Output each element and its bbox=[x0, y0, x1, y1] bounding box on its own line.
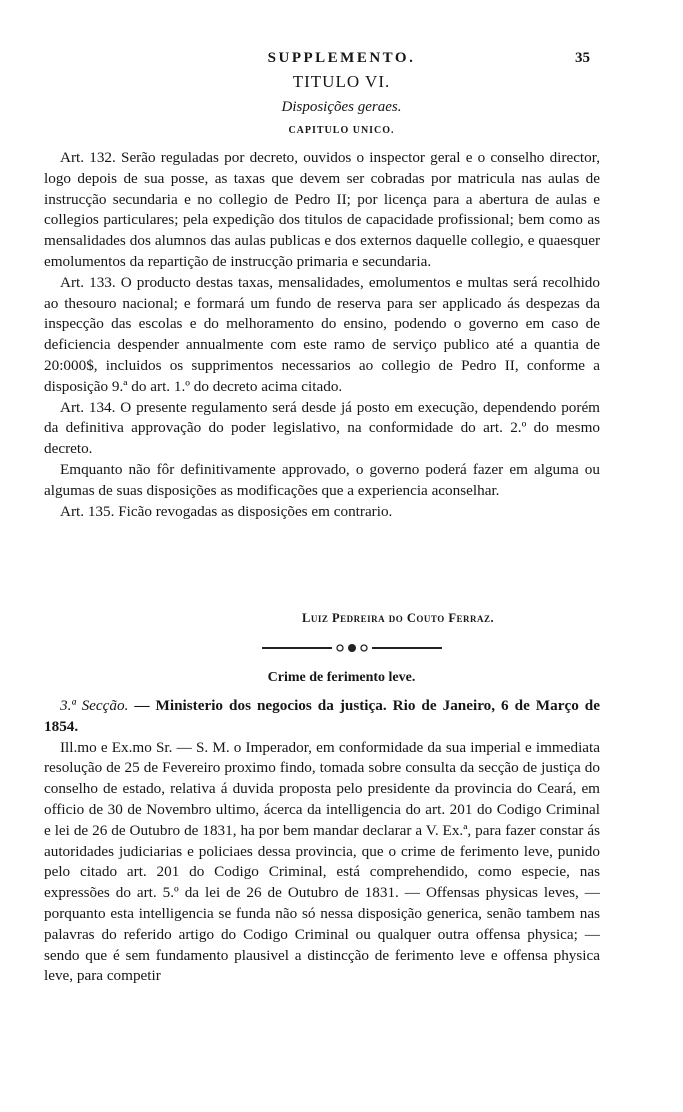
capitulo-heading: CAPITULO UNICO. bbox=[288, 125, 395, 136]
article-134: Art. 134. O presente regulamento será desde já posto em execução, dependendo porém da definitiva approvação do poder legislativo, na conformidade do art. 2.º do mesmo decreto. bbox=[44, 398, 600, 458]
disposicoes-heading: Disposições geraes. bbox=[281, 99, 402, 115]
signature: Luiz Pedreira do Couto Ferraz. bbox=[302, 611, 495, 625]
running-title: SUPPLEMENTO. bbox=[267, 50, 416, 66]
article-133: Art. 133. O producto destas taxas, mensalidades, emolumentos e multas será recolhido ao thesouro nacional; e formará um fundo de reserva para ser applicado ás despezas da inspecção das escolas e do melhoramento do ensino, podendo o governo em caso de deficiencia despender annualmente com este ramo de serviço publico até a quantia de 20:000$, incluidos os supprimentos necessarios ao collegio de Pedro II, conforme a disposição 9.ª do art. 1.º do decreto acima citado. bbox=[44, 273, 600, 395]
secao-line bbox=[44, 696, 600, 738]
ornament-divider bbox=[262, 642, 442, 654]
crime-title: Crime de ferimento leve. bbox=[267, 670, 416, 685]
ministry-letter bbox=[44, 696, 600, 987]
article-134-continuation: Emquanto não fôr definitivamente approvado, o governo poderá fazer em alguma ou algumas de suas disposições as modificações que a experiencia aconselhar. bbox=[44, 460, 600, 499]
letter-body: Ill.mo e Ex.mo Sr. — S. M. o Imperador, em conformidade da sua imperial e immediata resolução de 25 de Fevereiro proximo findo, tomada sobre consulta da secção de justiça do conselho de estado, relativa á duvida proposta pelo presidente da provincia do Ceará, em officio de 30 de Novembro ultimo, ácerca da intelligencia do art. 201 do Codigo Criminal e lei de 26 de Outubro de 1831, ha por bem mandar declarar a V. Ex.ª, para fazer constar ás autoridades judiciarias e policiaes dessa provincia, que o crime de ferimento leve, punido pelo citado art. 201 do Codigo Criminal, está comprehendido, como especie, nas expressões do art. 5.º da lei de 26 de Outubro de 1831. — Offensas physicas leves, — porquanto esta intelligencia se funda não só nessa disposição generica, senão tambem nas palavras do referido artigo do Codigo Criminal ou qualquer outra offensa physica; — sendo que é sem fundamento plausivel a distincção de ferimento leve e offensa physica leve, para competir bbox=[44, 738, 600, 985]
article-135: Art. 135. Ficão revogadas as disposições em contrario. bbox=[60, 502, 393, 520]
titulo-heading: TITULO VI. bbox=[292, 72, 391, 91]
page-number: 35 bbox=[575, 50, 590, 66]
article-132: Art. 132. Serão reguladas por decreto, ouvidos o inspector geral e o conselho director, logo depois de sua posse, as taxas que devem ser cobradas por matricula nas aulas de instrucção secundaria e no collegio de Pedro II; por licença para a abertura de aulas e collegios particulares; pela expedição dos titulos de capacidade profissional; bem como as mensalidades dos alumnos das aulas publicas e dos externos daquelle collegio, e quaesquer emolumentos da repartição de instrucção primaria e secundaria. bbox=[44, 149, 600, 270]
secao-label: 3.ª Secção. bbox=[60, 697, 129, 714]
articles-body bbox=[44, 148, 600, 522]
secao-text: — Ministerio dos negocios da justiça. Rio de Janeiro, 6 de Março de 1854. bbox=[44, 697, 600, 735]
